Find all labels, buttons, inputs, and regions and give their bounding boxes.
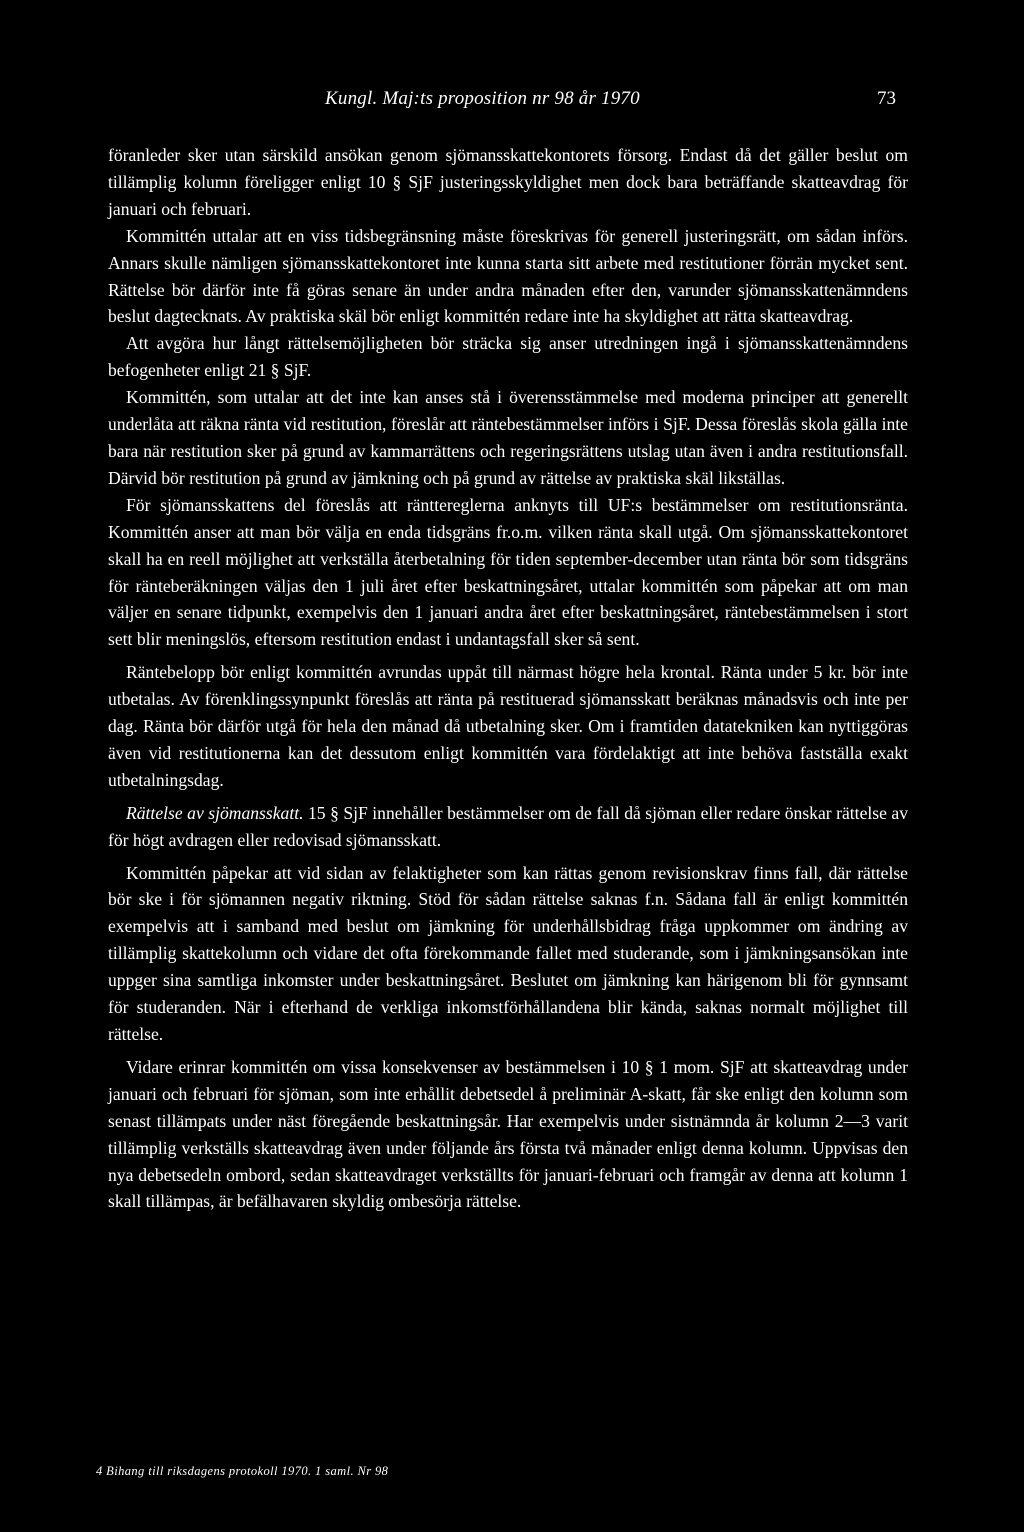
body-text <box>108 142 908 1215</box>
paragraph: Att avgöra hur långt rättelsemöjligheten bör sträcka sig anser utredningen ingå i sjömansskattenämndens befogenheter enligt 21 § SjF. <box>108 333 908 381</box>
paragraph <box>108 800 908 854</box>
paragraph: För sjömansskattens del föreslås att ränttereglerna anknyts till UF:s bestämmelser om restitutionsränta. Kommittén anser att man bör välja en enda tidsgräns fr.o.m. vilken ränta skall utgå. Om sjömansskattekontoret skall ha en reell möjlighet att verkställa återbetalning för tiden september-december utan ränta bör som tidsgräns för ränteberäkningen väljas den 1 juli året efter beskattningsåret, uttalar kommittén som påpekar att om man väljer en senare tidpunkt, exempelvis den 1 januari andra året efter beskattningsåret, räntebestämmelsen i stort sett blir meningslös, eftersom restitution endast i undantagsfall sker så sent. <box>108 494 908 650</box>
running-title: Kungl. Maj:ts proposition nr 98 år 1970 <box>325 88 640 109</box>
paragraph-text: 15 § SjF innehåller bestämmelser om de fall då sjöman eller redare önskar rättelse av för högt avdragen eller redovisad sjömansskatt. <box>108 802 908 850</box>
page-number: 73 <box>877 88 896 109</box>
paragraph: Kommittén uttalar att en viss tidsbegränsning måste föreskrivas för generell justeringsrätt, om sådan införs. Annars skulle nämligen sjömansskattekontoret inte kunna starta sitt arbete med restitutioner förrän mycket sent. Rättelse bör därför inte få göras senare än under andra månaden efter den, varunder sjömansskattenämndens beslut dagtecknats. Av praktiska skäl bör enligt kommittén redare inte ha skyldighet att rätta skatteavdrag. <box>108 225 908 327</box>
paragraph: Vidare erinrar kommittén om vissa konsekvenser av bestämmelsen i 10 § 1 mom. SjF att skatteavdrag under januari och februari för sjöman, som inte erhållit debetsedel å preliminär A-skatt, får ske enligt den kolumn som senast tillämpats under näst föregående beskattningsår. Har exempelvis under sistnämnda år kolumn 2—3 varit tillämplig verkställs skatteavdrag även under följande års första två månader enligt denna kolumn. Uppvisas den nya debetsedeln ombord, sedan skatteavdraget verkställts för januari-februari och framgår av denna att kolumn 1 skall tillämpas, är befälhavaren skyldig ombesörja rättelse. <box>108 1056 908 1212</box>
section-title: Rättelse av sjömansskatt. <box>126 802 304 823</box>
paragraph: Kommittén, som uttalar att det inte kan anses stå i överensstämmelse med moderna principer att generellt underlåta att räkna ränta vid restitution, föreslår att räntebestämmelser införs i SjF. Dessa föreslås skola gälla inte bara när restitution sker på grund av kammarrättens och regeringsrättens utslag utan även i andra restitutionsfall. Därvid bör restitution på grund av jämkning och på grund av rättelse av praktiska skäl likställas. <box>108 387 908 488</box>
paragraph: Kommittén påpekar att vid sidan av felaktigheter som kan rättas genom revisionskrav finns fall, där rättelse bör ske i för sjömannen negativ riktning. Stöd för sådan rättelse saknas f.n. Sådana fall är enligt kommittén exempelvis att i samband med beslut om jämkning för underhållsbidrag fråga uppkommer om ändring av tillämplig skattekolumn och vidare det ofta förekommande fallet med studerande, som i jämkningsansökan inte uppger sina samtliga inkomster under beskattningsåret. Beslutet om jämkning kan härigenom bli för gynnsamt för studeranden. När i efterhand de verkliga inkomstförhållandena blir kända, saknas normalt möjlighet till rättelse. <box>108 862 908 1044</box>
footnote: 4 Bihang till riksdagens protokoll 1970. 1 saml. Nr 98 <box>96 1464 389 1478</box>
paragraph: föranleder sker utan särskild ansökan genom sjömansskattekontorets försorg. Endast då det gäller beslut om tillämplig kolumn föreligger enligt 10 § SjF justeringsskyldighet men dock bara beträffande skatteavdrag för januari och februari. <box>108 145 908 219</box>
paragraph: Räntebelopp bör enligt kommittén avrundas uppåt till närmast högre hela krontal. Ränta under 5 kr. bör inte utbetalas. Av förenklingssynpunkt föreslås att ränta på restituerad sjömansskatt beräknas månadsvis och inte per dag. Ränta bör därför utgå för hela den månad då utbetalning sker. Om i framtiden datatekniken kan nyttiggöras även vid restitutionerna kan det dessutom enligt kommittén vara fördelaktigt att inte behöva fastställa exakt utbetalningsdag. <box>108 662 908 790</box>
